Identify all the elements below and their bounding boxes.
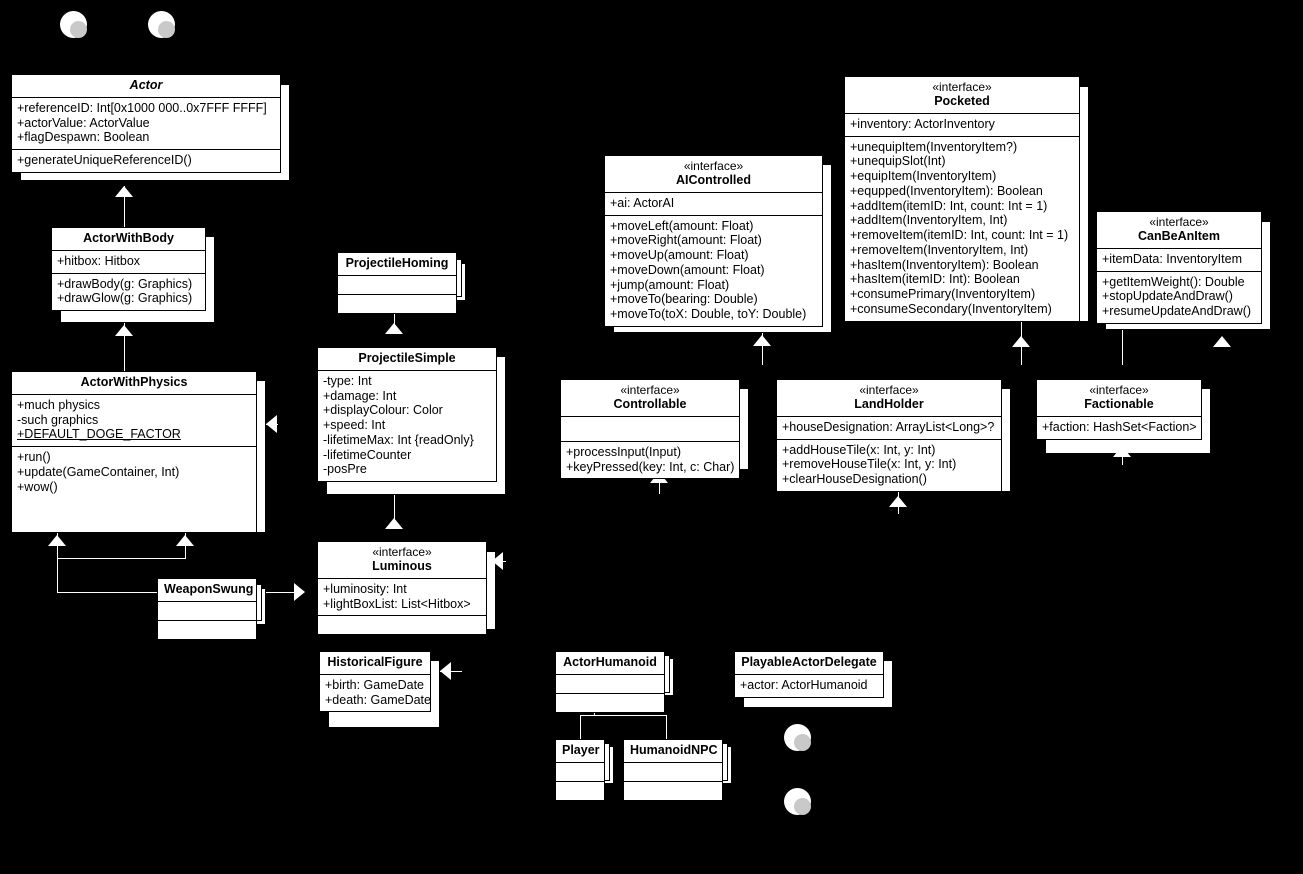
class-name: «interface» AIControlled (605, 156, 822, 192)
class-name: «interface» LandHolder (777, 380, 1001, 416)
class-operations: +processInput(Input) +keyPressed(key: Int, c: Char) (561, 441, 739, 479)
generalization-arrow (176, 535, 194, 546)
class-attributes: +houseDesignation: ArrayList<Long>? (777, 416, 1001, 439)
class-attributes: +itemData: InventoryItem (1097, 248, 1261, 271)
generalization-arrow (115, 325, 133, 336)
class-stereotype: «interface» (932, 80, 992, 94)
generalization-arrow (385, 323, 403, 334)
class-box-pocketed[interactable] (844, 76, 1080, 322)
class-stereotype: «interface» (859, 383, 919, 397)
connector-line (57, 558, 186, 559)
class-box-landholder[interactable] (776, 379, 1002, 492)
class-attributes (561, 416, 739, 441)
class-box-projectilehoming[interactable] (337, 252, 457, 314)
realization-arrow (266, 415, 277, 433)
class-box-humanoidnpc[interactable] (623, 739, 723, 801)
realization-arrow (1012, 336, 1030, 347)
class-stereotype: «interface» (372, 545, 432, 559)
class-name: «interface» Factionable (1037, 380, 1201, 416)
generalization-arrow (48, 535, 66, 546)
class-name: HistoricalFigure (327, 655, 423, 669)
class-name: «interface» CanBeAnItem (1097, 212, 1261, 248)
class-attributes: +actor: ActorHumanoid (735, 674, 883, 697)
class-name: PlayableActorDelegate (741, 655, 877, 669)
class-box-actor[interactable] (11, 74, 281, 173)
class-operations: +run() +update(GameContainer, Int) +wow() (12, 446, 256, 532)
class-operations (624, 781, 722, 800)
class-name: Player (562, 743, 600, 757)
class-name: ActorWithPhysics (80, 375, 188, 389)
realization-arrow (294, 583, 305, 601)
class-operations (158, 620, 256, 639)
realization-arrow (753, 335, 771, 346)
class-name: «interface» Luminous (318, 542, 486, 578)
marker-circle-icon (148, 11, 175, 38)
class-box-weaponswung[interactable] (157, 578, 257, 640)
class-box-player[interactable] (555, 739, 605, 801)
class-attributes (556, 674, 664, 693)
realization-arrow (1213, 336, 1231, 347)
class-name: WeaponSwung (164, 582, 254, 596)
class-name: Actor (129, 78, 163, 92)
class-attributes: +birth: GameDate +death: GameDate (320, 674, 430, 712)
class-name: ActorHumanoid (563, 655, 657, 669)
class-name: «interface» Controllable (561, 380, 739, 416)
class-operations: +unequipItem(InventoryItem?) +unequipSlot(Int) +equipItem(InventoryItem) +equpped(InventoryItem): Boolean +addItem(itemID: Int, count: Int = 1) +addItem(InventoryItem, Int) +removeItem(itemID: Int, count: Int = 1) +removeItem(InventoryItem, Int) +hasItem(InventoryItem): Boolean +hasItem(itemID: Int): Boolean +consumePrimary(InventoryItem) +consumeSecondary(InventoryItem) (845, 136, 1079, 321)
class-operations: +getItemWeight(): Double +stopUpdateAndDraw() +resumeUpdateAndDraw() (1097, 271, 1261, 323)
class-operations (338, 294, 456, 313)
class-attributes: +luminosity: Int +lightBoxList: List<Hitbox> (318, 578, 486, 616)
generalization-arrow (385, 518, 403, 529)
class-box-historicalfigure[interactable] (319, 651, 431, 712)
marker-circle-icon (784, 788, 811, 815)
connector-line (666, 715, 667, 739)
class-box-controllable[interactable] (560, 379, 740, 479)
class-box-canbeanitem[interactable] (1096, 211, 1262, 324)
class-operations: +drawBody(g: Graphics) +drawGlow(g: Graphics) (52, 273, 205, 311)
class-attributes: +faction: HashSet<Faction> (1037, 416, 1201, 439)
class-name: ActorWithBody (83, 231, 174, 245)
class-attributes: +ai: ActorAI (605, 192, 822, 215)
class-box-playableactordelegate[interactable] (734, 651, 884, 698)
class-name: ProjectileSimple (358, 351, 456, 365)
generalization-arrow (115, 186, 133, 197)
class-operations: +generateUniqueReferenceID() (12, 149, 280, 172)
class-box-projectilesimple[interactable] (317, 347, 497, 482)
class-attributes: +much physics -such graphics +DEFAULT_DOGE_FACTOR (12, 394, 256, 446)
class-name: ProjectileHoming (345, 256, 449, 270)
class-box-factionable[interactable] (1036, 379, 1202, 440)
class-operations: +addHouseTile(x: Int, y: Int) +removeHouseTile(x: Int, y: Int) +clearHouseDesignation() (777, 439, 1001, 491)
class-box-actorhumanoid[interactable] (555, 651, 665, 713)
class-stereotype: «interface» (683, 159, 744, 173)
connector-line (1122, 330, 1123, 365)
class-attributes: +hitbox: Hitbox (52, 250, 205, 273)
class-stereotype: «interface» (620, 383, 680, 397)
connector-line (580, 715, 666, 716)
class-stereotype: «interface» (1089, 383, 1149, 397)
class-attributes: +referenceID: Int[0x1000 000..0x7FFF FFFF] +actorValue: ActorValue +flagDespawn: Boolean (12, 97, 280, 149)
realization-arrow (889, 496, 907, 507)
class-attributes (338, 275, 456, 294)
class-name: «interface» Pocketed (845, 77, 1079, 113)
class-box-aicontrolled[interactable] (604, 155, 823, 327)
realization-arrow (440, 662, 451, 680)
class-attributes (556, 762, 604, 781)
class-box-luminous[interactable] (317, 541, 487, 635)
class-stereotype: «interface» (1149, 215, 1209, 229)
class-operations (556, 781, 604, 800)
class-attributes (158, 601, 256, 620)
class-operations (556, 693, 664, 712)
class-attributes (624, 762, 722, 781)
marker-circle-icon (60, 11, 87, 38)
class-box-actorwithbody[interactable] (51, 227, 206, 311)
class-name: HumanoidNPC (630, 743, 718, 757)
class-operations: +moveLeft(amount: Float) +moveRight(amount: Float) +moveUp(amount: Float) +moveDown(amount: Float) +jump(amount: Float) +moveTo(bearing: Double) +moveTo(toX: Double, toY: Double) (605, 215, 822, 326)
class-box-actorwithphysics[interactable] (11, 371, 257, 533)
class-attributes: +inventory: ActorInventory (845, 113, 1079, 136)
realization-arrow (1113, 446, 1131, 457)
connector-line (57, 558, 58, 592)
realization-arrow (492, 552, 503, 570)
connector-line (57, 592, 157, 593)
class-attributes: -type: Int +damage: Int +displayColour: Color +speed: Int -lifetimeMax: Int {readOnly} -lifetimeCounter -posPre (318, 370, 496, 481)
class-operations (318, 615, 486, 634)
connector-line (580, 715, 581, 739)
marker-circle-icon (784, 724, 811, 751)
